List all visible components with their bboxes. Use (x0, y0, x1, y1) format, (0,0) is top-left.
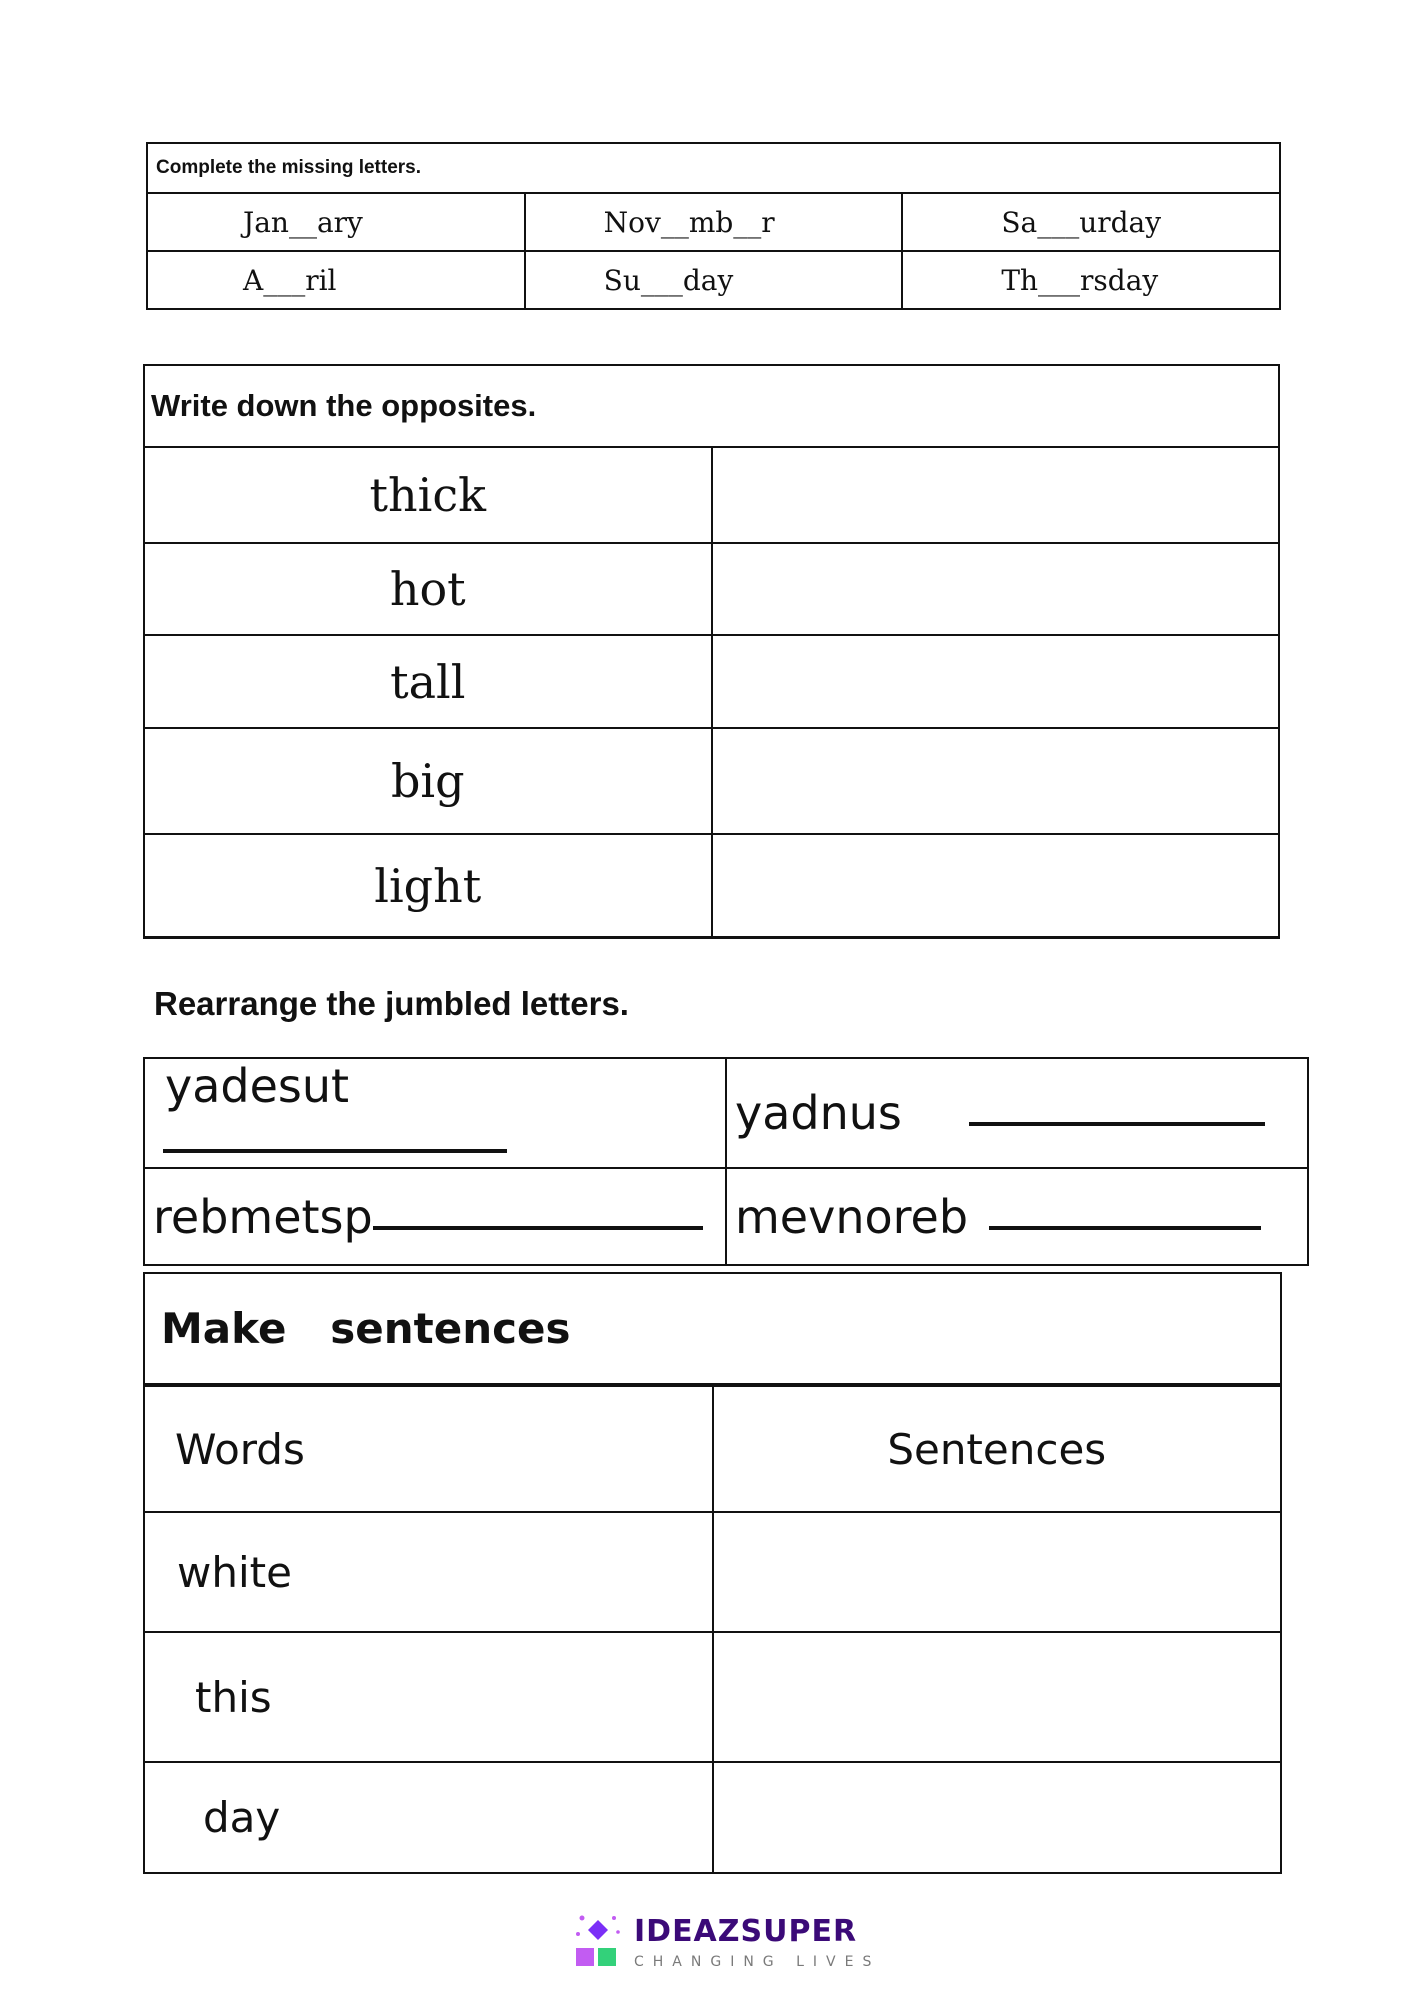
sentence-word: white (144, 1512, 713, 1632)
jumbled-cell (726, 1168, 1308, 1265)
missing-letters-word[interactable]: Nov__mb__r (525, 193, 903, 251)
missing-letters-table (146, 142, 1281, 310)
opposite-word: thick (144, 447, 712, 543)
sentences-title: Make sentences (144, 1273, 1281, 1385)
missing-letters-word[interactable]: Sa___urday (902, 193, 1280, 251)
missing-letters-word[interactable]: Th___rsday (902, 251, 1280, 309)
missing-letters-word[interactable]: A___ril (147, 251, 525, 309)
logo-tagline: CHANGING LIVES (634, 1954, 881, 1970)
jumbled-word: yadnus (735, 1086, 902, 1140)
missing-letters-word[interactable]: Jan__ary (147, 193, 525, 251)
answer-line[interactable] (989, 1226, 1261, 1230)
sentences-column-header: Sentences (713, 1385, 1282, 1512)
opposites-table (143, 364, 1280, 939)
jumbled-word: rebmetsp (153, 1189, 373, 1244)
sentence-word: this (144, 1632, 713, 1762)
jumbled-cell (144, 1168, 726, 1265)
opposite-answer-cell[interactable] (712, 447, 1280, 543)
missing-letters-instruction: Complete the missing letters. (147, 143, 1280, 193)
jumbled-cell (144, 1058, 726, 1168)
sentences-table (143, 1272, 1282, 1874)
opposite-answer-cell[interactable] (712, 543, 1280, 635)
jumbled-word: yadesut (165, 1059, 350, 1113)
answer-line[interactable] (373, 1226, 703, 1230)
opposite-word: tall (144, 635, 712, 728)
jumbled-cell (726, 1058, 1308, 1168)
missing-letters-word[interactable]: Su___day (525, 251, 903, 309)
opposite-answer-cell[interactable] (712, 635, 1280, 728)
sentence-word: day (144, 1762, 713, 1873)
answer-line[interactable] (163, 1149, 507, 1153)
answer-line[interactable] (969, 1122, 1265, 1126)
jumbled-instruction: Rearrange the jumbled letters. (154, 985, 629, 1022)
opposite-answer-cell[interactable] (712, 834, 1280, 938)
logo-name: IDEAZSUPER (634, 1914, 858, 1949)
sentence-answer-cell[interactable] (713, 1762, 1282, 1873)
opposite-word: hot (144, 543, 712, 635)
opposites-instruction: Write down the opposites. (144, 365, 1279, 447)
opposite-word: light (144, 834, 712, 938)
opposite-answer-cell[interactable] (712, 728, 1280, 834)
words-column-header: Words (144, 1385, 713, 1512)
jumbled-table (143, 1057, 1309, 1266)
jumbled-word: mevnoreb (735, 1189, 969, 1244)
sentence-answer-cell[interactable] (713, 1632, 1282, 1762)
sentence-answer-cell[interactable] (713, 1512, 1282, 1632)
opposite-word: big (144, 728, 712, 834)
